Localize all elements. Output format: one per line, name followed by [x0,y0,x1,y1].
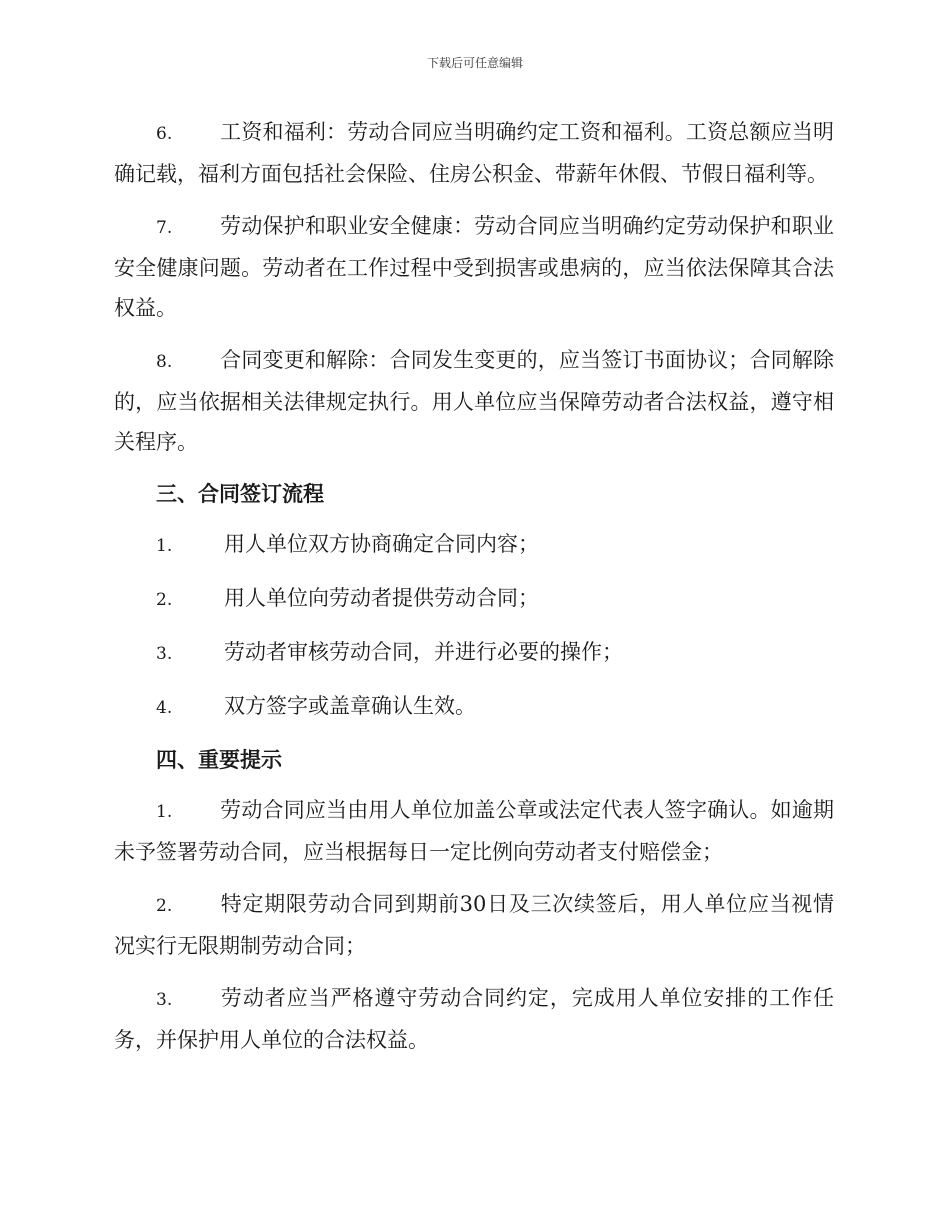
step-number: 3. [156,644,173,664]
note-text: 劳动合同应当由用人单位加盖公章或法定代表人签字确认。如逾期未予签署劳动合同，应当根据每日一定比例向劳动者支付赔偿金； [114,798,834,864]
note-text: 特定期限劳动合同到期前30日及三次续签后，用人单位应当视情况实行无限期制劳动合同； [114,892,834,958]
process-step-1 [114,524,834,566]
step-text: 双方签字或盖章确认生效。 [224,694,476,718]
step-number: 4. [156,698,173,718]
clause-text: 合同变更和解除：合同发生变更的，应当签订书面协议；合同解除的，应当依据相关法律规定执行。用人单位应当保障劳动者合法权益，遵守相关程序。 [114,348,834,454]
note-number: 2. [156,896,173,916]
clause-7 [114,206,834,328]
document-body [114,112,834,1072]
clause-number: 7. [156,218,173,238]
section-heading-important-notes: 四、重要提示 [156,747,282,772]
step-text: 劳动者审核劳动合同，并进行必要的操作； [224,640,623,664]
process-step-2 [114,578,834,620]
clause-text: 劳动保护和职业安全健康：劳动合同应当明确约定劳动保护和职业安全健康问题。劳动者在工作过程中受到损害或患病的，应当依法保障其合法权益。 [114,214,834,320]
section-heading-signing-process: 三、合同签订流程 [156,481,324,506]
process-step-4 [114,686,834,728]
process-step-3 [114,632,834,674]
step-text: 用人单位向劳动者提供劳动合同； [224,586,539,610]
step-number: 1. [156,536,173,556]
clause-text: 工资和福利：劳动合同应当明确约定工资和福利。工资总额应当明确记载，福利方面包括社会保险、住房公积金、带薪年休假、节假日福利等。 [114,120,834,186]
step-text: 用人单位双方协商确定合同内容； [224,532,539,556]
note-text: 劳动者应当严格遵守劳动合同约定，完成用人单位安排的工作任务，并保护用人单位的合法权益。 [114,986,834,1052]
page-header: 下载后可任意编辑 [426,56,523,70]
clause-6 [114,112,834,194]
clause-8 [114,340,834,462]
clause-number: 8. [156,352,173,372]
clause-number: 6. [156,124,173,144]
note-number: 3. [156,990,173,1010]
note-3 [114,978,834,1060]
note-1 [114,790,834,872]
note-2 [114,884,834,966]
step-number: 2. [156,590,173,610]
note-number: 1. [156,802,173,822]
